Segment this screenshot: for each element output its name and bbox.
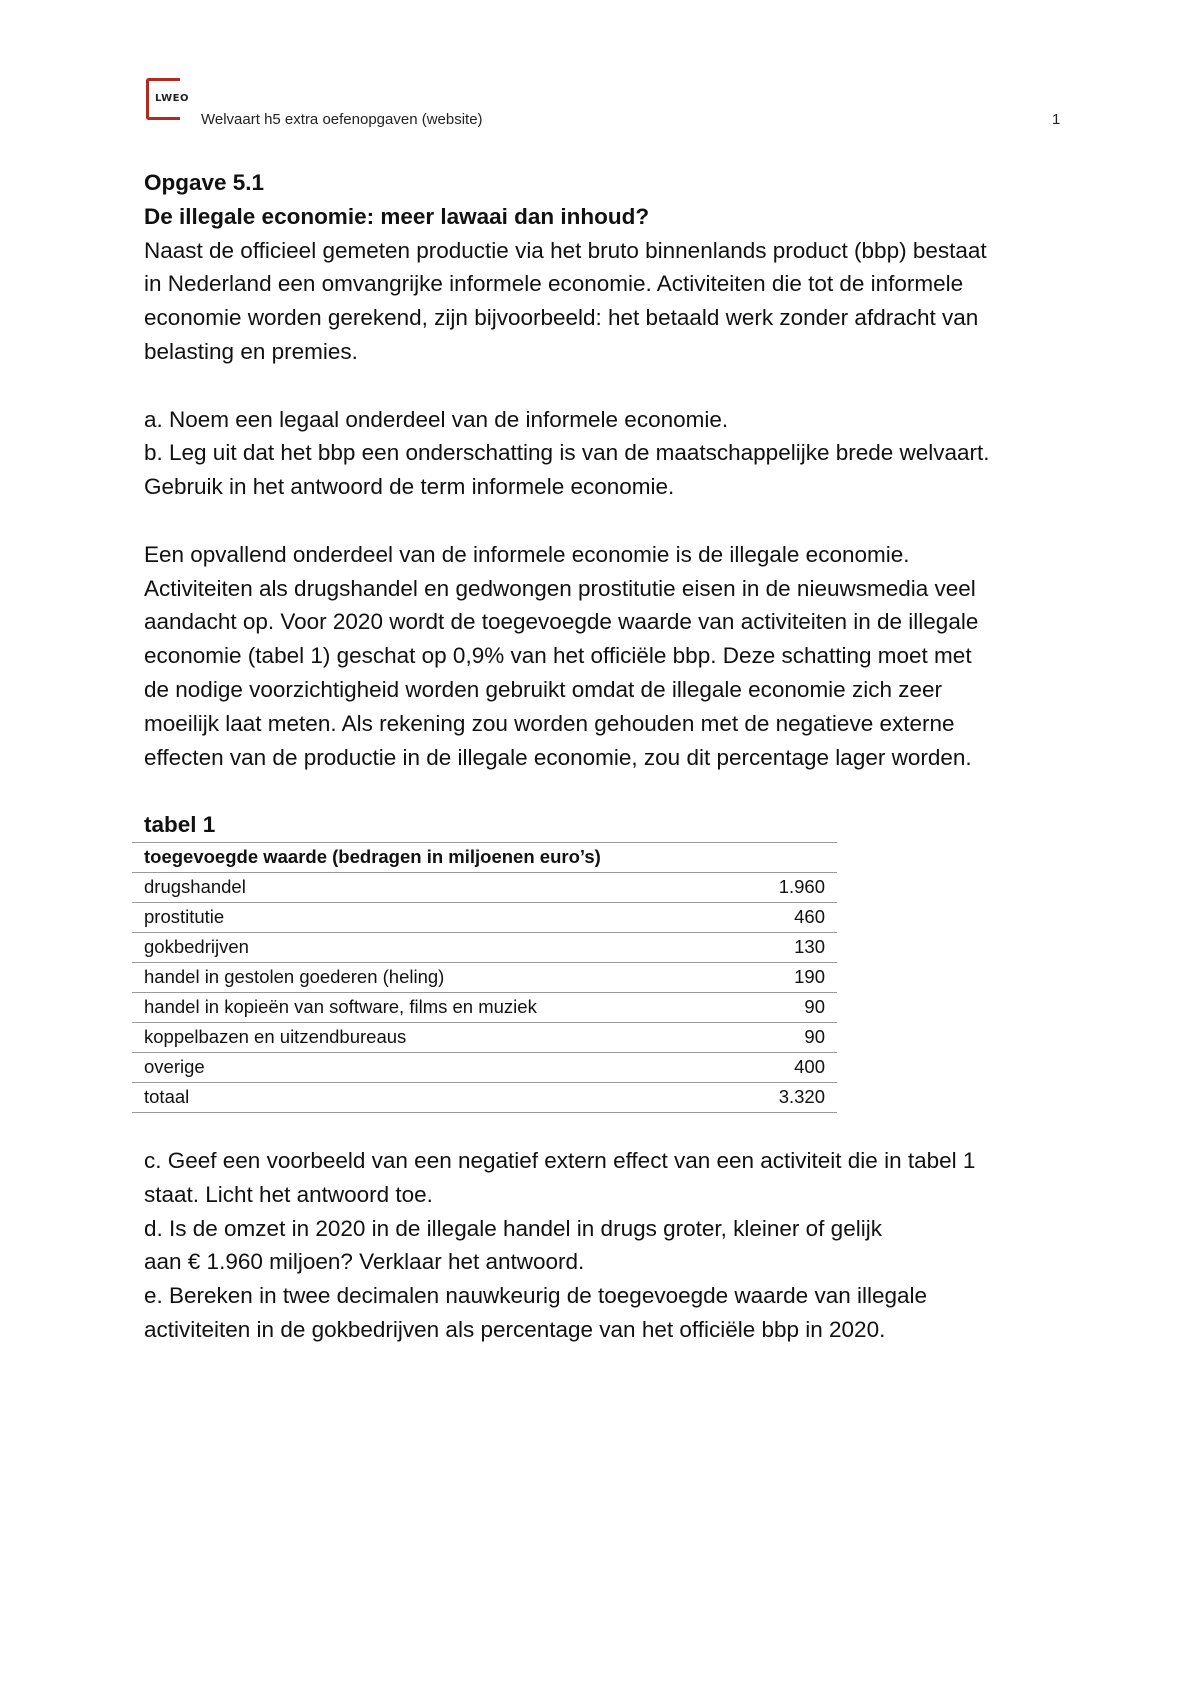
table-row (132, 1022, 837, 1052)
row-label: handel in kopieën van software, films en muziek (132, 992, 735, 1022)
value-added-table (132, 842, 837, 1113)
row-label: totaal (132, 1082, 735, 1112)
row-value: 190 (735, 962, 837, 992)
table-header-row (132, 842, 837, 872)
paragraph-line: de nodige voorzichtigheid worden gebruikt omdat de illegale economie zich zeer (144, 676, 942, 702)
row-value: 90 (735, 992, 837, 1022)
paragraph-line: Activiteiten als drugshandel en gedwongen prostitutie eisen in de nieuwsmedia veel (144, 575, 976, 601)
paragraph-line: Een opvallend onderdeel van de informele economie is de illegale economie. (144, 541, 910, 567)
paragraph-line: economie (tabel 1) geschat op 0,9% van het officiële bbp. Deze schatting moet met (144, 643, 972, 669)
row-label: gokbedrijven (132, 932, 735, 962)
question-d-line: aan € 1.960 miljoen? Verklaar het antwoord. (144, 1249, 585, 1275)
table-row-total (132, 1082, 837, 1112)
exercise-number: Opgave 5.1 (144, 170, 265, 195)
question-b-line: Gebruik in het antwoord de term informele economie. (144, 474, 675, 500)
table-row (132, 902, 837, 932)
lweo-logo (146, 78, 189, 120)
row-label: drugshandel (132, 872, 735, 902)
paragraph-line: moeilijk laat meten. Als rekening zou worden gehouden met de negatieve externe (144, 710, 955, 736)
question-b (144, 436, 1064, 504)
table-row (132, 872, 837, 902)
table-row (132, 1052, 837, 1082)
question-c (144, 1144, 1064, 1212)
exercise-content (144, 166, 1064, 1347)
table-row (132, 962, 837, 992)
row-label: handel in gestolen goederen (heling) (132, 962, 735, 992)
row-value: 460 (735, 902, 837, 932)
question-e-line: activiteiten in de gokbedrijven als percentage van het officiële bbp in 2020. (144, 1316, 886, 1342)
logo-text: LWEO (155, 93, 189, 104)
paragraph-line: effecten van de productie in de illegale economie, zou dit percentage lager worden. (144, 744, 972, 770)
intro-line: belasting en premies. (144, 338, 358, 364)
question-d-line: d. Is de omzet in 2020 in de illegale handel in drugs groter, kleiner of gelijk (144, 1215, 882, 1241)
row-value: 400 (735, 1052, 837, 1082)
row-label: prostitutie (132, 902, 735, 932)
table-row (132, 992, 837, 1022)
table-row (132, 932, 837, 962)
question-c-line: staat. Licht het antwoord toe. (144, 1181, 433, 1207)
question-e (144, 1279, 1064, 1347)
question-e-line: e. Bereken in twee decimalen nauwkeurig de toegevoegde waarde van illegale (144, 1283, 928, 1309)
row-value: 3.320 (735, 1082, 837, 1112)
page-number: 1 (1052, 111, 1061, 128)
table-title: tabel 1 (144, 812, 216, 838)
question-c-line: c. Geef een voorbeeld van een negatief extern effect van een activiteit die in tabel 1 (144, 1147, 976, 1173)
row-label: overige (132, 1052, 735, 1082)
intro-line: Naast de officieel gemeten productie via het bruto binnenlands product (bbp) bestaat (144, 237, 987, 263)
question-d (144, 1212, 1064, 1280)
table-header: toegevoegde waarde (bedragen in miljoenen euro’s) (132, 842, 837, 872)
row-value: 130 (735, 932, 837, 962)
intro-paragraph (144, 234, 1064, 369)
paragraph-illegal-economy (144, 538, 1064, 775)
question-b-line: b. Leg uit dat het bbp een onderschatting is van de maatschappelijke brede welvaart. (144, 440, 990, 466)
intro-line: in Nederland een omvangrijke informele economie. Activiteiten die tot de informele (144, 271, 964, 297)
paragraph-line: aandacht op. Voor 2020 wordt de toegevoegde waarde van activiteiten in de illegale (144, 609, 979, 635)
row-value: 90 (735, 1022, 837, 1052)
exercise-subtitle: De illegale economie: meer lawaai dan inhoud? (144, 203, 650, 229)
question-a: a. Noem een legaal onderdeel van de informele economie. (144, 406, 729, 432)
row-label: koppelbazen en uitzendbureaus (132, 1022, 735, 1052)
row-value: 1.960 (735, 872, 837, 902)
header-title: Welvaart h5 extra oefenopgaven (website) (201, 111, 483, 128)
intro-line: economie worden gerekend, zijn bijvoorbeeld: het betaald werk zonder afdracht van (144, 305, 979, 331)
